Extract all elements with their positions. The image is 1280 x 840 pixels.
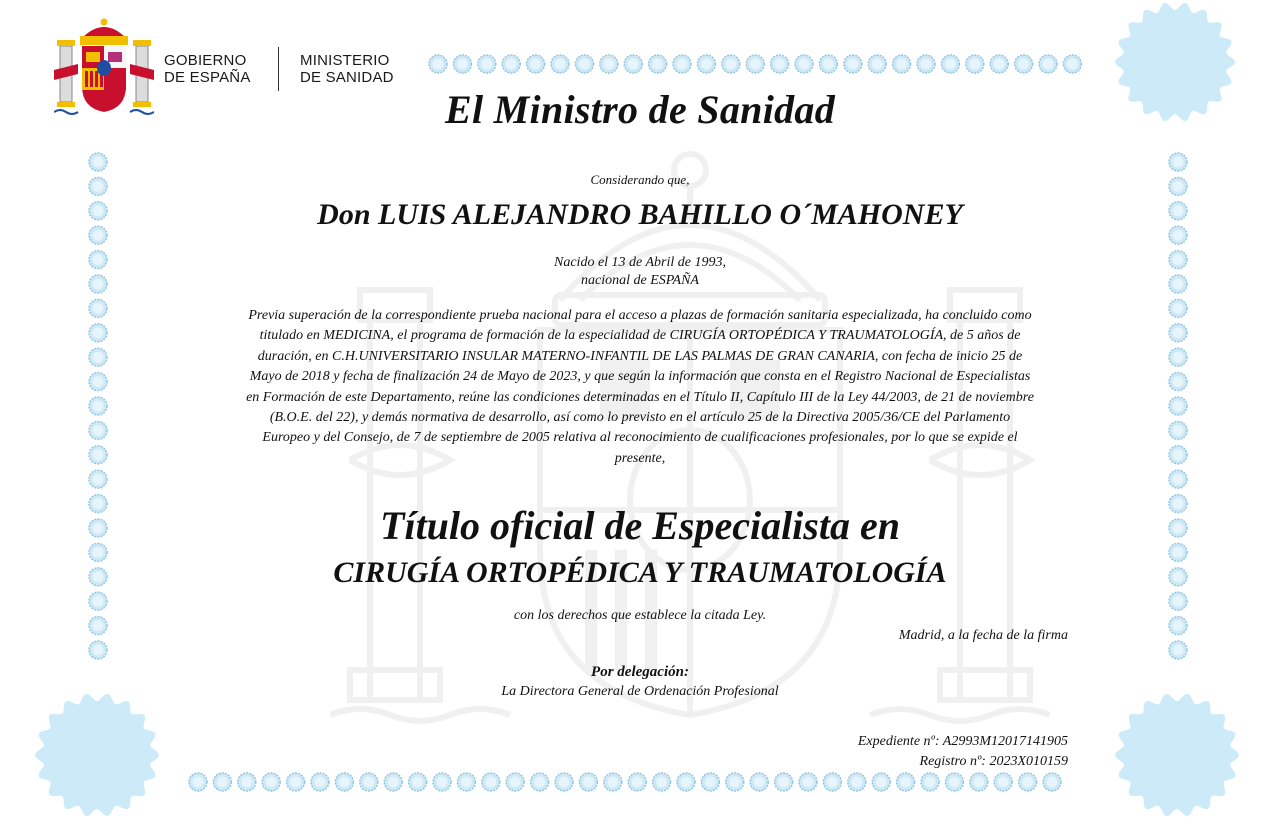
border-dot-center xyxy=(1173,645,1184,656)
border-dot-center xyxy=(579,59,590,70)
border-dot-center xyxy=(1018,59,1029,70)
registry-number: Registro nº: 2023X010159 xyxy=(919,754,1068,769)
border-dot-center xyxy=(1173,303,1184,314)
border-dot-center xyxy=(896,59,907,70)
border-dot-center xyxy=(506,59,517,70)
border-dot-center xyxy=(461,777,472,788)
border-dot-center xyxy=(1173,425,1184,436)
left-dotted-border xyxy=(86,150,110,666)
border-dot-center xyxy=(851,777,862,788)
ministry-line-2: DE SANIDAD xyxy=(300,69,394,86)
place-date: Madrid, a la fecha de la firma xyxy=(898,628,1068,643)
government-name xyxy=(164,52,274,86)
border-dot-center xyxy=(93,498,104,509)
certificate-body: Previa superación de la correspondiente prueba nacional para el acceso a plazas de formación sanitaria especializada, ha concluido como titulado en MEDICINA, el programa de formación de la especialidad de CIRUGÍA ORTOPÉDICA Y TRAUMATOLOGÍA, de 5 años de duración, en C.H.UNIVERSITARIO INSULAR MATERNO-INFANTIL DE LAS PALMAS DE GRAN CANARIA, con fecha de inicio 25 de Mayo de 2018 y fecha de finalización 24 de Mayo de 2023, y que según la información que consta en el Registro Nacional de Especialistas en Formación de este Departamento, reúne las condiciones determinadas en el Título II, Capítulo III de la Ley 44/2003, de 21 de noviembre (B.O.E. del 22), y demás normativa de desarrollo, así como lo previsto en el artículo 25 de la Directiva 2005/36/CE del Parlamento Europeo y del Consejo, de 7 de septiembre de 2005 relativa al reconocimiento de cualificaciones profesionales, por lo que se expide el presente, xyxy=(246,308,1034,466)
signatory-title: La Directora General de Ordenación Profesional xyxy=(501,684,779,699)
border-dot-center xyxy=(705,777,716,788)
border-dot-center xyxy=(1173,449,1184,460)
considering-text: Considerando que, xyxy=(590,172,690,187)
border-dot-center xyxy=(677,59,688,70)
border-dot-center xyxy=(1067,59,1078,70)
border-dot-center xyxy=(1173,498,1184,509)
border-dot-center xyxy=(433,59,444,70)
border-dot-center xyxy=(1173,279,1184,290)
border-dot-center xyxy=(93,425,104,436)
border-dot-center xyxy=(534,777,545,788)
degree-title: Título oficial de Especialista en xyxy=(380,503,900,548)
corner-rosette-bottom-right xyxy=(1110,690,1245,820)
border-dot-center xyxy=(1173,157,1184,168)
holder-name: Don LUIS ALEJANDRO BAHILLO O´MAHONEY xyxy=(317,198,963,231)
border-dot-center xyxy=(754,777,765,788)
border-dot-center xyxy=(945,59,956,70)
border-dot-center xyxy=(847,59,858,70)
border-dot-center xyxy=(93,303,104,314)
border-dot-center xyxy=(388,777,399,788)
border-dot-center xyxy=(481,59,492,70)
border-dot-center xyxy=(93,181,104,192)
corner-rosette-top-right xyxy=(1110,0,1240,125)
border-dot-center xyxy=(93,474,104,485)
ministry-line-1: MINISTERIO xyxy=(300,52,390,69)
border-dot-center xyxy=(363,777,374,788)
birth-info xyxy=(440,254,840,290)
border-dot-center xyxy=(701,59,712,70)
border-dot-center xyxy=(510,777,521,788)
border-dot-center xyxy=(750,59,761,70)
birth-date: Nacido el 13 de Abril de 1993, xyxy=(554,255,726,270)
border-dot-center xyxy=(266,777,277,788)
border-dot-center xyxy=(437,777,448,788)
border-dot-center xyxy=(93,327,104,338)
spain-coat-of-arms-icon xyxy=(54,16,154,116)
border-dot-center xyxy=(93,254,104,265)
logo-divider xyxy=(278,47,279,91)
border-dot-center xyxy=(949,777,960,788)
border-dot-center xyxy=(799,59,810,70)
bottom-dotted-border xyxy=(186,770,1066,794)
border-dot-center xyxy=(93,449,104,460)
border-dot-center xyxy=(632,777,643,788)
border-dot-center xyxy=(827,777,838,788)
border-dot-center xyxy=(1173,547,1184,558)
border-dot-center xyxy=(803,777,814,788)
border-dot-center xyxy=(1173,327,1184,338)
border-dot-center xyxy=(193,777,204,788)
border-dot-center xyxy=(315,777,326,788)
border-dot-center xyxy=(583,777,594,788)
border-dot-center xyxy=(93,230,104,241)
border-dot-center xyxy=(93,279,104,290)
border-dot-center xyxy=(290,777,301,788)
border-dot-center xyxy=(241,777,252,788)
border-dot-center xyxy=(93,596,104,607)
border-dot-center xyxy=(725,59,736,70)
border-dot-center xyxy=(559,777,570,788)
border-dot-center xyxy=(93,620,104,631)
border-dot-center xyxy=(823,59,834,70)
border-dot-center xyxy=(603,59,614,70)
border-dot-center xyxy=(217,777,228,788)
issuer-title: El Ministro de Sanidad xyxy=(444,87,836,132)
border-dot-center xyxy=(93,157,104,168)
border-dot-center xyxy=(457,59,468,70)
border-dot-center xyxy=(1173,230,1184,241)
border-dot-center xyxy=(1047,777,1058,788)
delegation-label: Por delegación: xyxy=(591,664,689,680)
specialty-name: CIRUGÍA ORTOPÉDICA Y TRAUMATOLOGÍA xyxy=(333,556,947,589)
border-dot-center xyxy=(872,59,883,70)
right-dotted-border xyxy=(1166,150,1190,666)
border-dot-center xyxy=(412,777,423,788)
border-dot-center xyxy=(921,59,932,70)
border-dot-center xyxy=(994,59,1005,70)
border-dot-center xyxy=(969,59,980,70)
border-dot-center xyxy=(925,777,936,788)
border-dot-center xyxy=(93,547,104,558)
border-dot-center xyxy=(1173,571,1184,582)
border-dot-center xyxy=(1173,181,1184,192)
border-dot-center xyxy=(1173,596,1184,607)
border-dot-center xyxy=(876,777,887,788)
border-dot-center xyxy=(1173,474,1184,485)
file-info xyxy=(760,732,1068,772)
border-dot-center xyxy=(778,777,789,788)
border-dot-center xyxy=(774,59,785,70)
border-dot-center xyxy=(93,645,104,656)
border-dot-center xyxy=(973,777,984,788)
border-dot-center xyxy=(1043,59,1054,70)
border-dot-center xyxy=(656,777,667,788)
border-dot-center xyxy=(652,59,663,70)
border-dot-center xyxy=(607,777,618,788)
border-dot-center xyxy=(93,523,104,534)
rights-text: con los derechos que establece la citada Ley. xyxy=(513,608,767,623)
border-dot-center xyxy=(93,376,104,387)
border-dot-center xyxy=(729,777,740,788)
border-dot-center xyxy=(485,777,496,788)
border-dot-center xyxy=(93,401,104,412)
border-dot-center xyxy=(93,352,104,363)
border-dot-center xyxy=(555,59,566,70)
corner-rosette-bottom-left xyxy=(30,690,165,820)
border-dot-center xyxy=(1173,523,1184,534)
nationality: nacional de ESPAÑA xyxy=(581,273,699,288)
border-dot-center xyxy=(1173,376,1184,387)
government-line-1: GOBIERNO xyxy=(164,52,247,69)
border-dot-center xyxy=(628,59,639,70)
border-dot-center xyxy=(1173,254,1184,265)
government-line-2: DE ESPAÑA xyxy=(164,69,251,86)
top-dotted-border xyxy=(426,52,1088,76)
border-dot-center xyxy=(900,777,911,788)
border-dot-center xyxy=(1173,352,1184,363)
border-dot-center xyxy=(530,59,541,70)
border-dot-center xyxy=(1022,777,1033,788)
border-dot-center xyxy=(93,205,104,216)
border-dot-center xyxy=(339,777,350,788)
border-dot-center xyxy=(681,777,692,788)
border-dot-center xyxy=(1173,620,1184,631)
border-dot-center xyxy=(998,777,1009,788)
border-dot-center xyxy=(1173,205,1184,216)
file-number: Expediente nº: A2993M12017141905 xyxy=(857,734,1068,749)
border-dot-center xyxy=(93,571,104,582)
border-dot-center xyxy=(1173,401,1184,412)
ministry-name xyxy=(300,52,410,86)
